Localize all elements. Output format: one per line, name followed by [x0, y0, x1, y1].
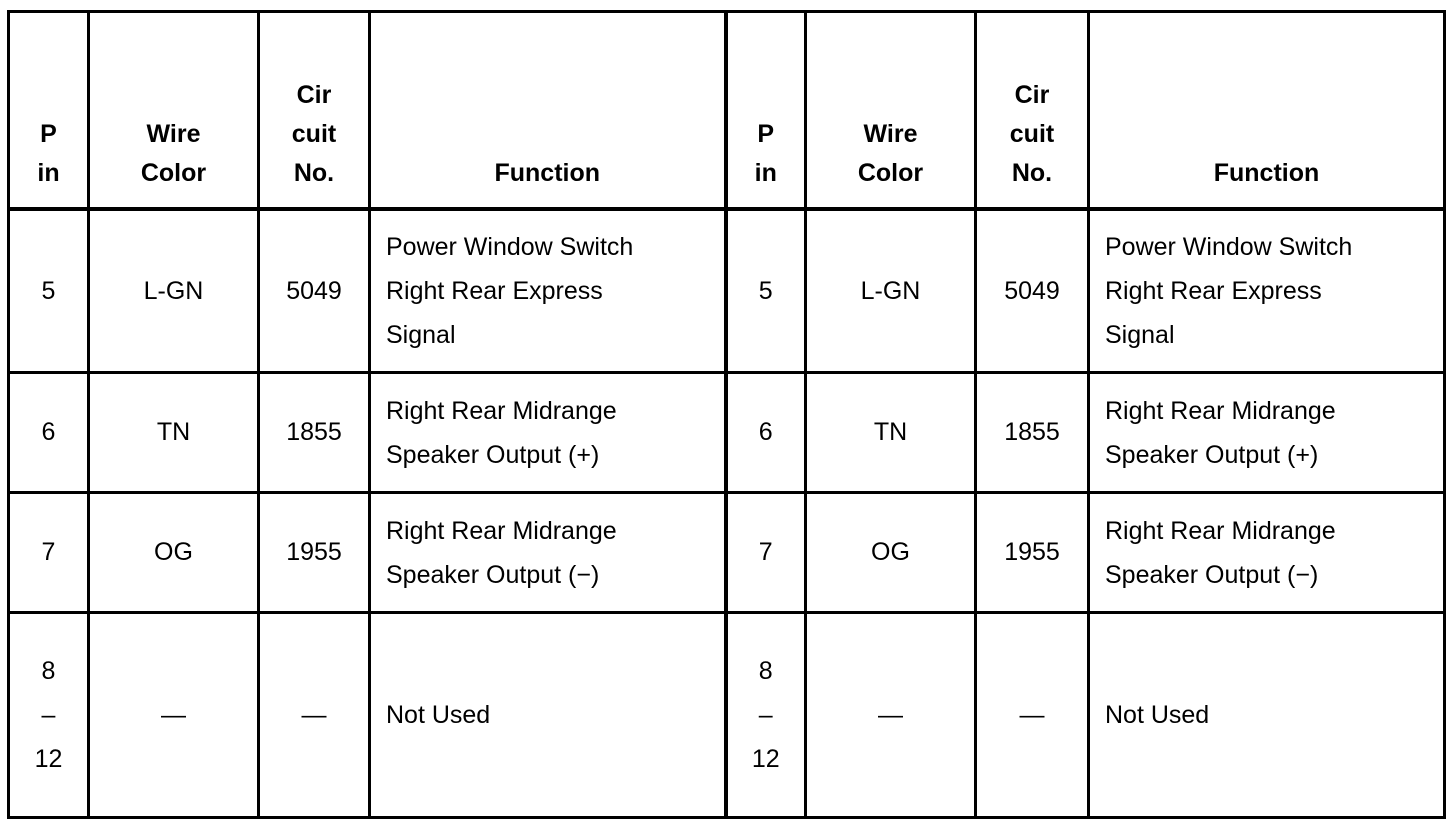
pin-cell-right: 6 [726, 373, 806, 493]
circuit-cell-left: 5049 [259, 209, 370, 373]
table-row [9, 373, 1445, 493]
circuit-cell-right: — [976, 613, 1089, 818]
circuit-no-header-left: Cir cuit No. [259, 12, 370, 210]
table-row [9, 613, 1445, 818]
wire-color-cell-left: L-GN [89, 209, 259, 373]
wire-color-cell-right: TN [806, 373, 976, 493]
pin-header-left: P in [9, 12, 89, 210]
pin-cell-right: 5 [726, 209, 806, 373]
wire-color-header-right: Wire Color [806, 12, 976, 210]
connector-pinout-table-wrap [7, 10, 1446, 819]
pin-cell-left: 6 [9, 373, 89, 493]
function-cell-right: Not Used [1089, 613, 1445, 818]
circuit-no-header-right: Cir cuit No. [976, 12, 1089, 210]
circuit-cell-right: 1955 [976, 493, 1089, 613]
table-row [9, 493, 1445, 613]
function-cell-right: Right Rear Midrange Speaker Output (−) [1089, 493, 1445, 613]
connector-pinout-table [7, 10, 1446, 819]
function-cell-right: Power Window Switch Right Rear Express Signal [1089, 209, 1445, 373]
wire-color-cell-left: TN [89, 373, 259, 493]
pin-cell-left: 7 [9, 493, 89, 613]
wire-color-cell-left: OG [89, 493, 259, 613]
circuit-cell-left: — [259, 613, 370, 818]
function-cell-left: Right Rear Midrange Speaker Output (+) [370, 373, 726, 493]
wire-color-cell-right: — [806, 613, 976, 818]
pin-cell-right: 8 – 12 [726, 613, 806, 818]
pin-cell-left: 5 [9, 209, 89, 373]
pin-cell-right: 7 [726, 493, 806, 613]
circuit-cell-left: 1855 [259, 373, 370, 493]
wire-color-cell-right: OG [806, 493, 976, 613]
function-cell-left: Power Window Switch Right Rear Express Signal [370, 209, 726, 373]
pin-cell-left: 8 – 12 [9, 613, 89, 818]
function-header-right: Function [1089, 12, 1445, 210]
table-row [9, 209, 1445, 373]
header-row [9, 12, 1445, 210]
circuit-cell-right: 5049 [976, 209, 1089, 373]
circuit-cell-right: 1855 [976, 373, 1089, 493]
circuit-cell-left: 1955 [259, 493, 370, 613]
pin-header-right: P in [726, 12, 806, 210]
function-cell-left: Right Rear Midrange Speaker Output (−) [370, 493, 726, 613]
function-cell-right: Right Rear Midrange Speaker Output (+) [1089, 373, 1445, 493]
function-header-left: Function [370, 12, 726, 210]
wire-color-header-left: Wire Color [89, 12, 259, 210]
function-cell-left: Not Used [370, 613, 726, 818]
wire-color-cell-left: — [89, 613, 259, 818]
wire-color-cell-right: L-GN [806, 209, 976, 373]
